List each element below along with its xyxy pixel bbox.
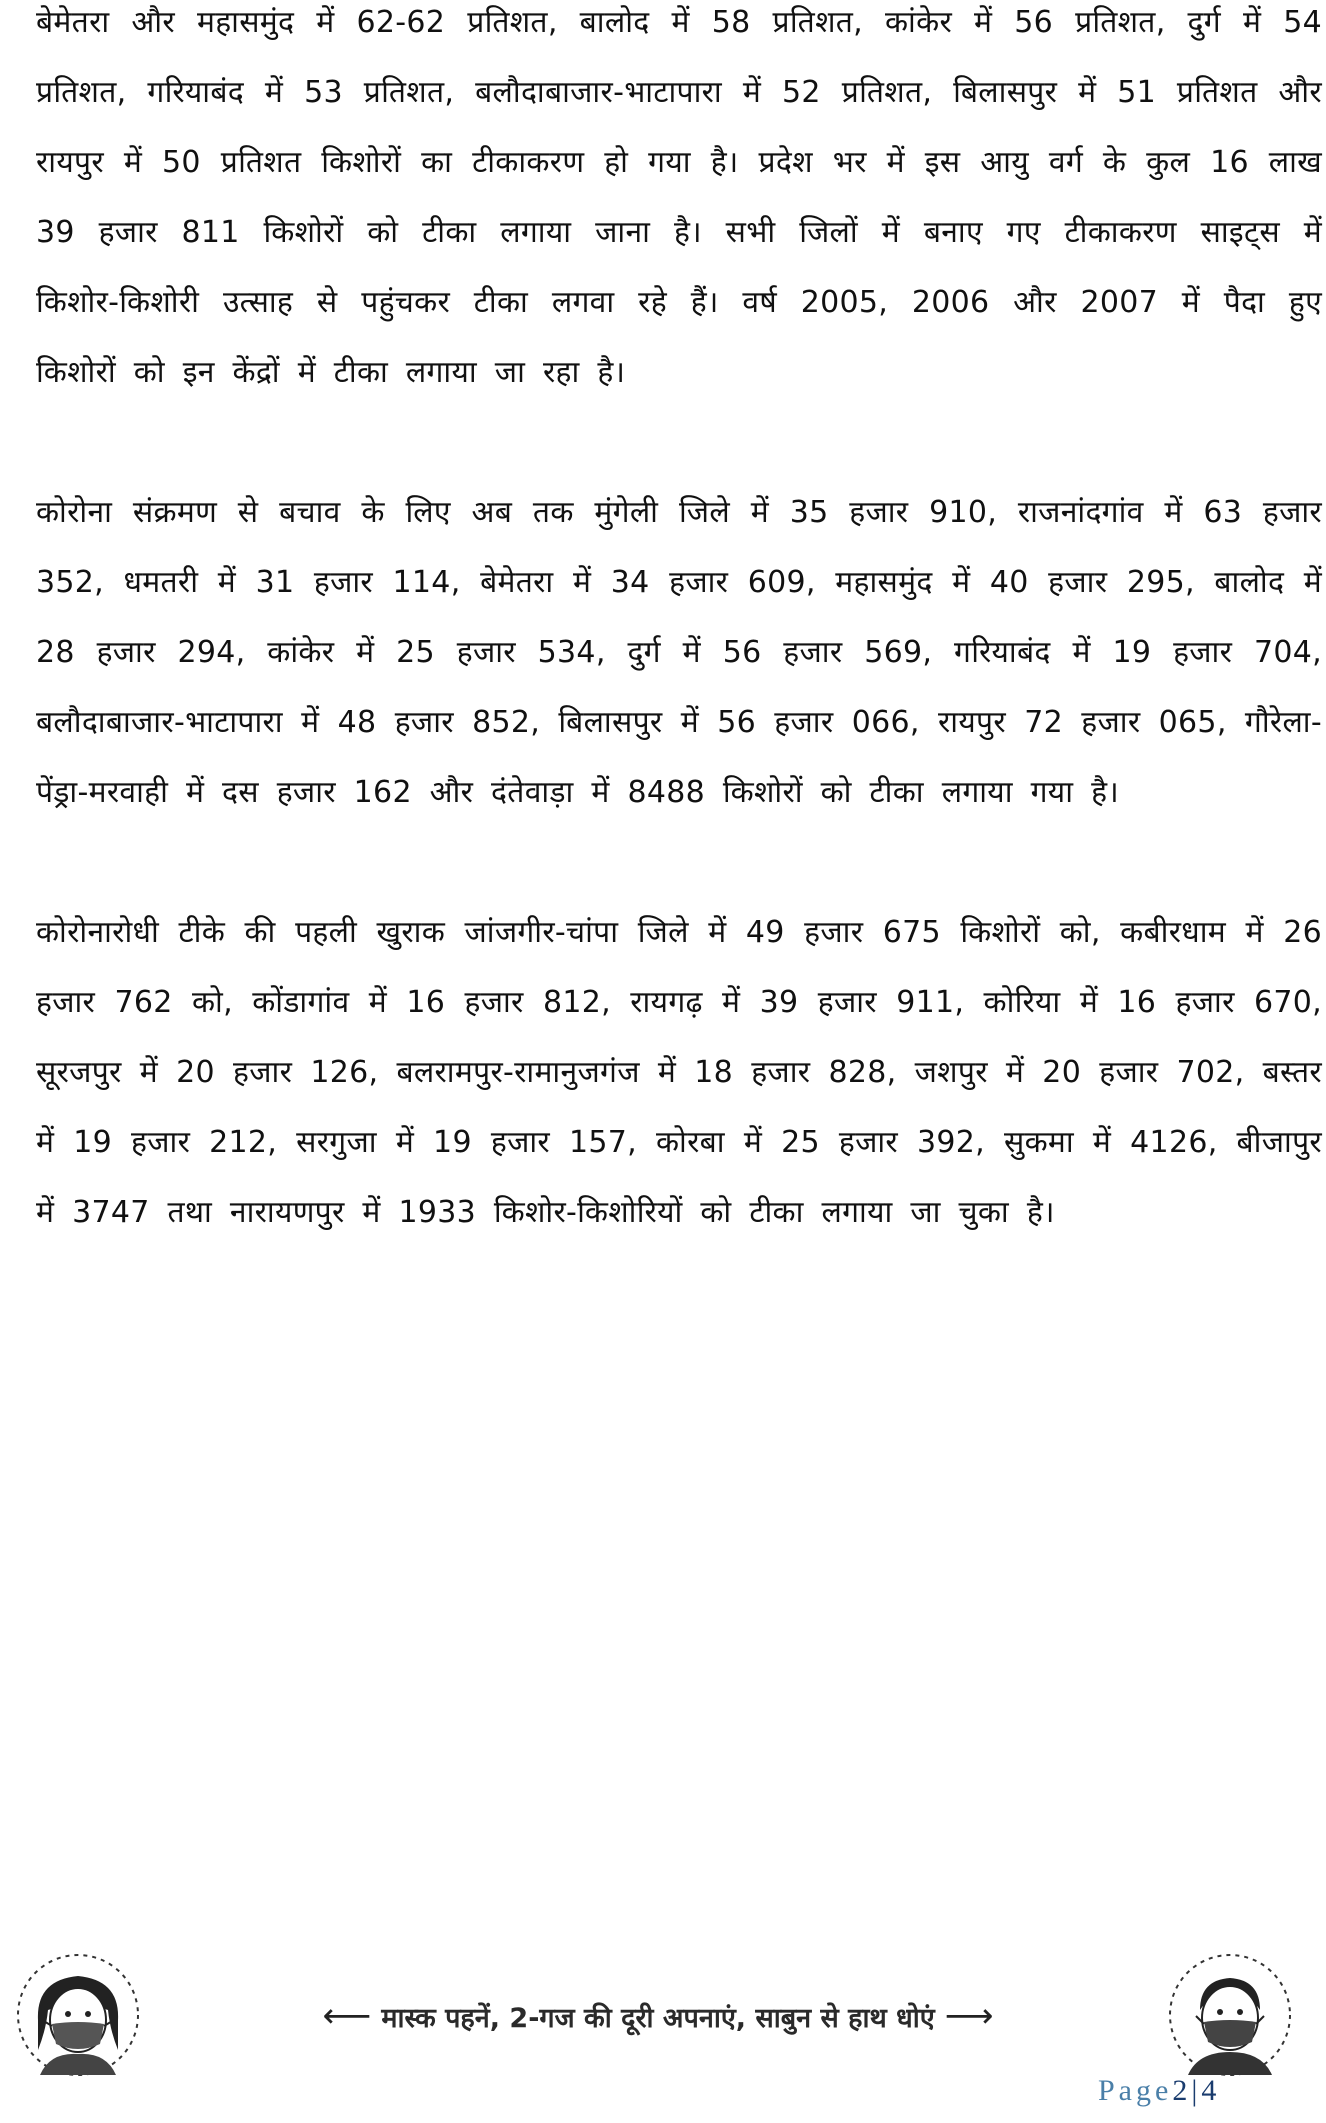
- masked-man-icon: [1150, 1950, 1310, 2080]
- paragraph-vaccination-percentages: बेमेतरा और महासमुंद में 62-62 प्रतिशत, बालोद में 58 प्रतिशत, कांकेर में 56 प्रतिशत, दुर्ग में 54 प्रतिशत, गरियाबंद में 53 प्रतिशत, बलौदाबाजार-भाटापारा में 52 प्रतिशत, बिलासपुर में 51 प्रतिशत और रायपुर में 50 प्रतिशत किशोरों का टीकाकरण हो गया है। प्रदेश भर में इस आयु वर्ग के कुल 16 लाख 39 हजार 811 किशोरों को टीका लगाया जाना है। सभी जिलों में बनाए गए टीकाकरण साइट्स में किशोर-किशोरी उत्साह से पहुंचकर टीका लगवा रहे हैं। वर्ष 2005, 2006 और 2007 में पैदा हुए किशोरों को इन केंद्रों में टीका लगाया जा रहा है।: [36, 5, 1322, 390]
- page-separator: |: [1191, 2074, 1198, 2107]
- masked-woman-icon: [0, 1950, 160, 2080]
- page-number: [1098, 2074, 1216, 2108]
- safety-slogan: मास्क पहनें, 2-गज की दूरी अपनाएं, साबुन से हाथ धोएं: [381, 2002, 935, 2034]
- page-label: Page: [1098, 2074, 1173, 2107]
- covid-safety-banner: [0, 1950, 1326, 2080]
- left-arrow-icon: ⟵: [322, 1996, 372, 2036]
- page-current: 2: [1172, 2074, 1188, 2107]
- paragraph-first-dose-counts: कोरोनारोधी टीके की पहली खुराक जांजगीर-चांपा जिले में 49 हजार 675 किशोरों को, कबीरधाम में 26 हजार 762 को, कोंडागांव में 16 हजार 812, रायगढ़ में 39 हजार 911, कोरिया में 16 हजार 670, सूरजपुर में 20 हजार 126, बलरामपुर-रामानुजगंज में 18 हजार 828, जशपुर में 20 हजार 702, बस्तर में 19 हजार 212, सरगुजा में 19 हजार 157, कोरबा में 25 हजार 392, सुकमा में 4126, बीजापुर में 3747 तथा नारायणपुर में 1933 किशोर-किशोरियों को टीका लगाया जा चुका है।: [36, 915, 1322, 1230]
- paragraph-district-counts: कोरोना संक्रमण से बचाव के लिए अब तक मुंगेली जिले में 35 हजार 910, राजनांदगांव में 63 हजार 352, धमतरी में 31 हजार 114, बेमेतरा में 34 हजार 609, महासमुंद में 40 हजार 295, बालोद में 28 हजार 294, कांकेर में 25 हजार 534, दुर्ग में 56 हजार 569, गरियाबंद में 19 हजार 704, बलौदाबाजार-भाटापारा में 48 हजार 852, बिलासपुर में 56 हजार 066, रायपुर 72 हजार 065, गौरेला-पेंड्रा-मरवाही में दस हजार 162 और दंतेवाड़ा में 8488 किशोरों को टीका लगाया गया है।: [36, 495, 1322, 810]
- document-body: [36, 0, 1322, 1248]
- slogan-row: [176, 1986, 1140, 2046]
- right-arrow-icon: ⟶: [944, 1996, 994, 2036]
- page-total: 4: [1201, 2074, 1217, 2107]
